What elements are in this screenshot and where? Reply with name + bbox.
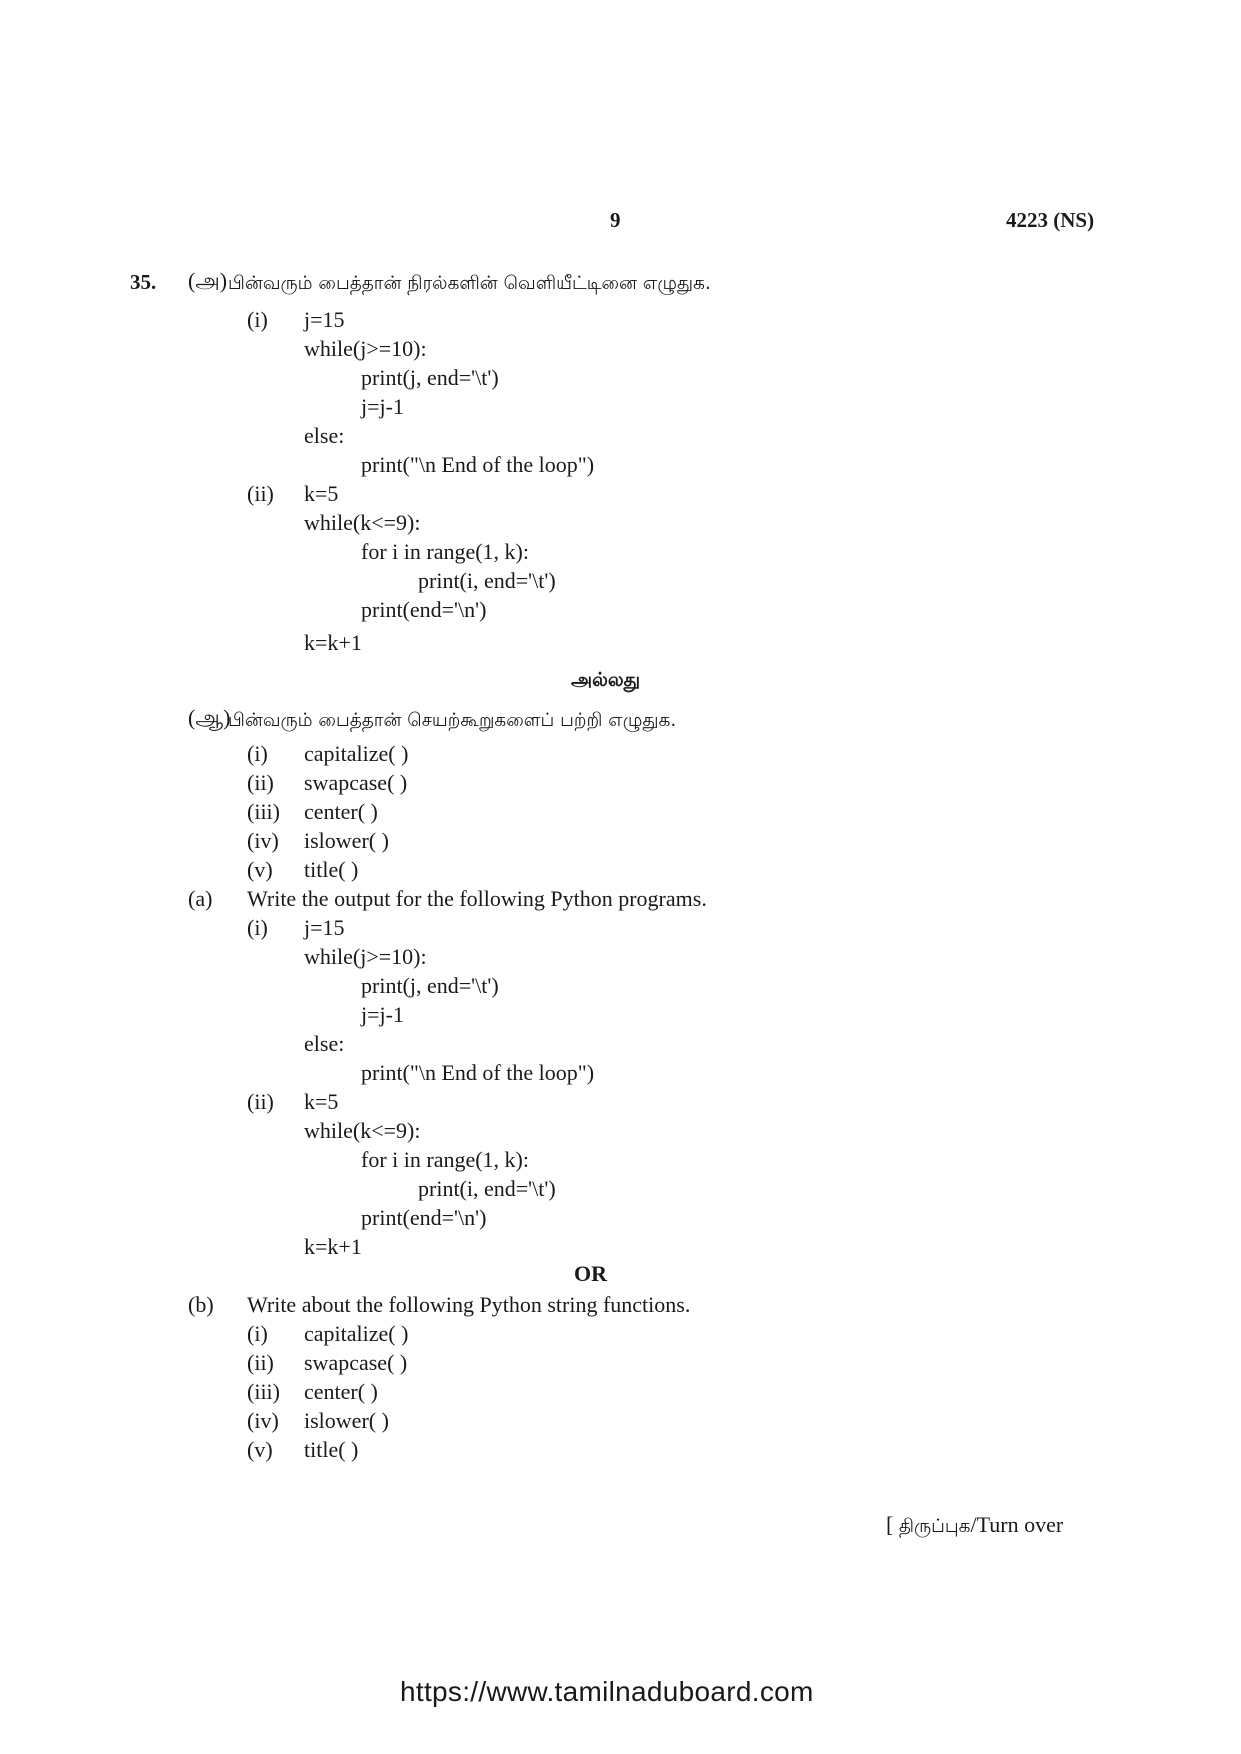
- part-a-english-label: (a): [188, 886, 213, 911]
- code-line: k=5: [304, 481, 339, 506]
- part-a-english-instruction: Write the output for the following Python programs.: [247, 886, 707, 911]
- code-line: while(j>=10):: [304, 944, 427, 969]
- code-line: else:: [304, 1031, 345, 1056]
- part-b-tamil-instruction: பின்வரும் பைத்தான் செயற்கூறுகளைப் பற்றி எழுதுக.: [228, 710, 677, 731]
- code-line: while(j>=10):: [304, 336, 427, 361]
- footer-bracket: [: [886, 1512, 894, 1537]
- footer-slash: /: [970, 1512, 977, 1537]
- code-line: k=k+1: [304, 1234, 362, 1259]
- footer-tamil: திருப்புக: [898, 1516, 971, 1537]
- string-function: center( ): [304, 799, 378, 824]
- item-label: (iv): [247, 828, 279, 853]
- part-a-tamil-instruction: பின்வரும் பைத்தான் நிரல்களின் வெளியீட்டினை எழுதுக.: [228, 273, 711, 294]
- code-line: while(k<=9):: [304, 510, 421, 535]
- part-a-tamil-label: (அ): [188, 268, 228, 293]
- string-function: capitalize( ): [304, 1321, 409, 1346]
- code-line: k=k+1: [304, 630, 362, 655]
- code-line: else:: [304, 423, 345, 448]
- code-line: print("\n End of the loop"): [361, 452, 595, 477]
- string-function: center( ): [304, 1379, 378, 1404]
- program-label: (ii): [247, 1089, 274, 1114]
- program-label: (i): [247, 915, 268, 940]
- code-line: k=5: [304, 1089, 339, 1114]
- turn-over-note: [886, 1512, 1063, 1539]
- code-line: for i in range(1, k):: [361, 539, 529, 564]
- item-label: (v): [247, 857, 273, 882]
- code-line: j=j-1: [361, 1002, 404, 1027]
- code-line: print(i, end='\t'): [418, 1176, 556, 1201]
- code-line: print(end='\n'): [361, 1205, 487, 1230]
- part-b-english-label: (b): [188, 1292, 214, 1317]
- program-label: (ii): [247, 481, 274, 506]
- string-function: islower( ): [304, 1408, 389, 1433]
- code-line: while(k<=9):: [304, 1118, 421, 1143]
- item-label: (i): [247, 1321, 268, 1346]
- item-label: (iii): [247, 799, 280, 824]
- item-label: (ii): [247, 770, 274, 795]
- code-line: j=15: [304, 915, 345, 940]
- or-divider-english: OR: [574, 1261, 607, 1286]
- code-line: for i in range(1, k):: [361, 1147, 529, 1172]
- code-line: print(j, end='\t'): [361, 973, 499, 998]
- code-line: print(end='\n'): [361, 597, 487, 622]
- string-function: islower( ): [304, 828, 389, 853]
- code-line: j=j-1: [361, 394, 404, 419]
- item-label: (ii): [247, 1350, 274, 1375]
- or-divider-tamil: அல்லது: [571, 669, 641, 691]
- code-line: j=15: [304, 307, 345, 332]
- footer-english: Turn over: [976, 1512, 1064, 1537]
- website-url[interactable]: https://www.tamilnaduboard.com: [400, 1676, 814, 1707]
- item-label: (i): [247, 741, 268, 766]
- page-number: 9: [610, 208, 621, 232]
- code-line: print(j, end='\t'): [361, 365, 499, 390]
- paper-code: 4223 (NS): [1006, 208, 1095, 232]
- string-function: title( ): [304, 857, 359, 882]
- string-function: swapcase( ): [304, 1350, 408, 1375]
- code-line: print(i, end='\t'): [418, 568, 556, 593]
- part-b-tamil-label: (ஆ): [188, 705, 231, 730]
- string-function: swapcase( ): [304, 770, 408, 795]
- item-label: (iii): [247, 1379, 280, 1404]
- string-function: capitalize( ): [304, 741, 409, 766]
- program-label: (i): [247, 307, 268, 332]
- question-number: 35.: [130, 270, 157, 294]
- item-label: (iv): [247, 1408, 279, 1433]
- part-b-english-instruction: Write about the following Python string functions.: [247, 1292, 691, 1317]
- item-label: (v): [247, 1437, 273, 1462]
- string-function: title( ): [304, 1437, 359, 1462]
- code-line: print("\n End of the loop"): [361, 1060, 595, 1085]
